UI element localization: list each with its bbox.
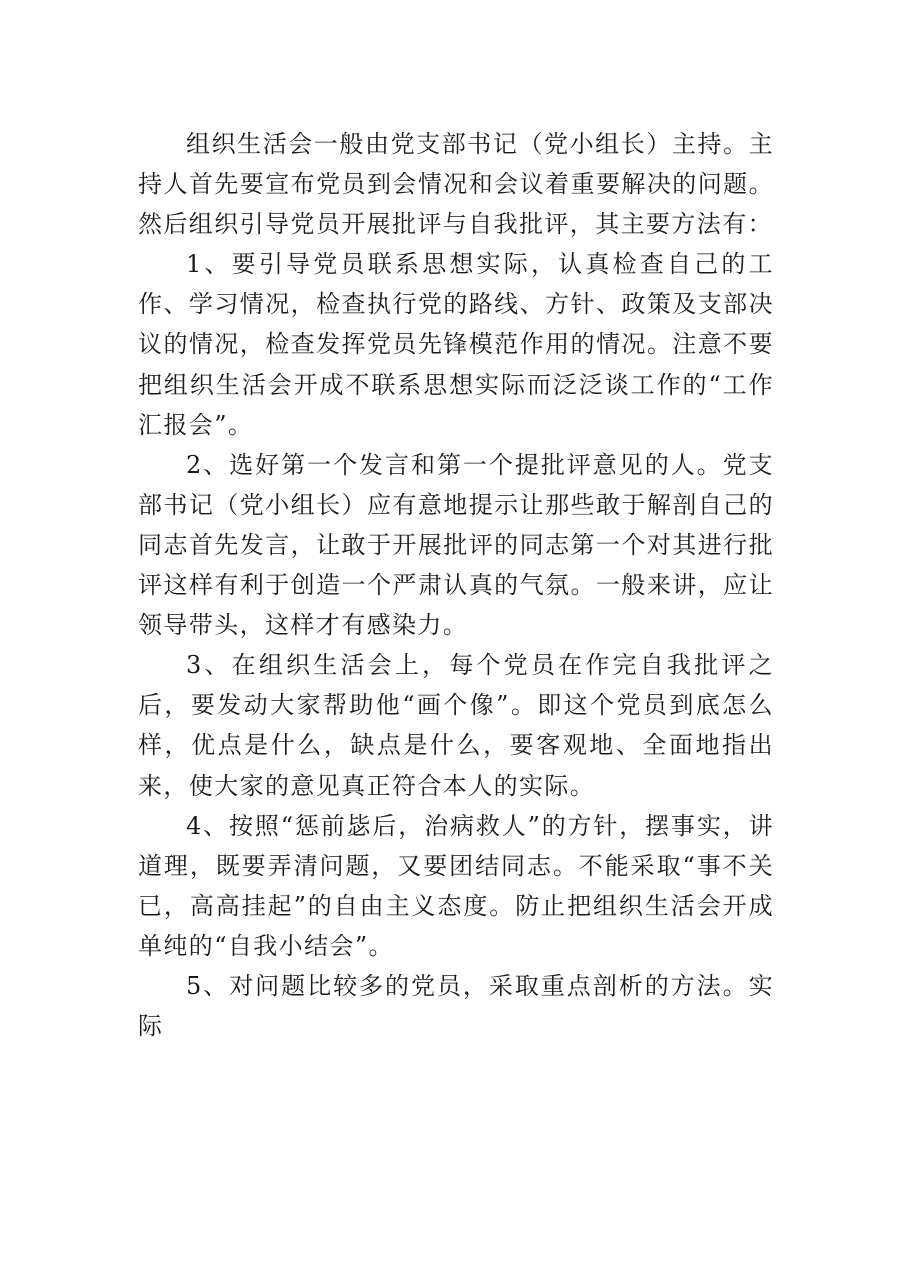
- paragraph-method-3: 3、在组织生活会上，每个党员在作完自我批评之后，要发动大家帮助他“画个像”。即这个党员到底怎么样，优点是什么，缺点是什么，要客观地、全面地指出来，使大家的意见真正符合本人的实际。: [138, 651, 774, 800]
- paragraph-intro: 组织生活会一般由党支部书记（党小组长）主持。主持人首先要宣布党员到会情况和会议着重要解决的问题。然后组织引导党员开展批评与自我批评，其主要方法有：: [138, 130, 774, 239]
- paragraph-method-4: 4、按照“惩前毖后，治病救人”的方针，摆事实，讲道理，既要弄清问题，又要团结同志。不能采取“事不关已，高高挂起”的自由主义态度。防止把组织生活会开成单纯的“自我小结会”。: [138, 811, 774, 960]
- paragraph-method-5: 5、对问题比较多的党员，采取重点剖析的方法。实际: [138, 971, 774, 1041]
- paragraph-method-2: 2、选好第一个发言和第一个提批评意见的人。党支部书记（党小组长）应有意地提示让那些敢于解剖自己的同志首先发言，让敢于开展批评的同志第一个对其进行批评这样有利于创造一个严肃认真的气氛。一般来讲，应让领导带头，这样才有感染力。: [138, 450, 774, 640]
- document-body: [138, 124, 774, 1046]
- paragraph-method-1: 1、要引导党员联系思想实际，认真检查自己的工作、学习情况，检查执行党的路线、方针、政策及支部决议的情况，检查发挥党员先锋模范作用的情况。注意不要把组织生活会开成不联系思想实际而泛泛谈工作的“工作汇报会”。: [138, 250, 774, 439]
